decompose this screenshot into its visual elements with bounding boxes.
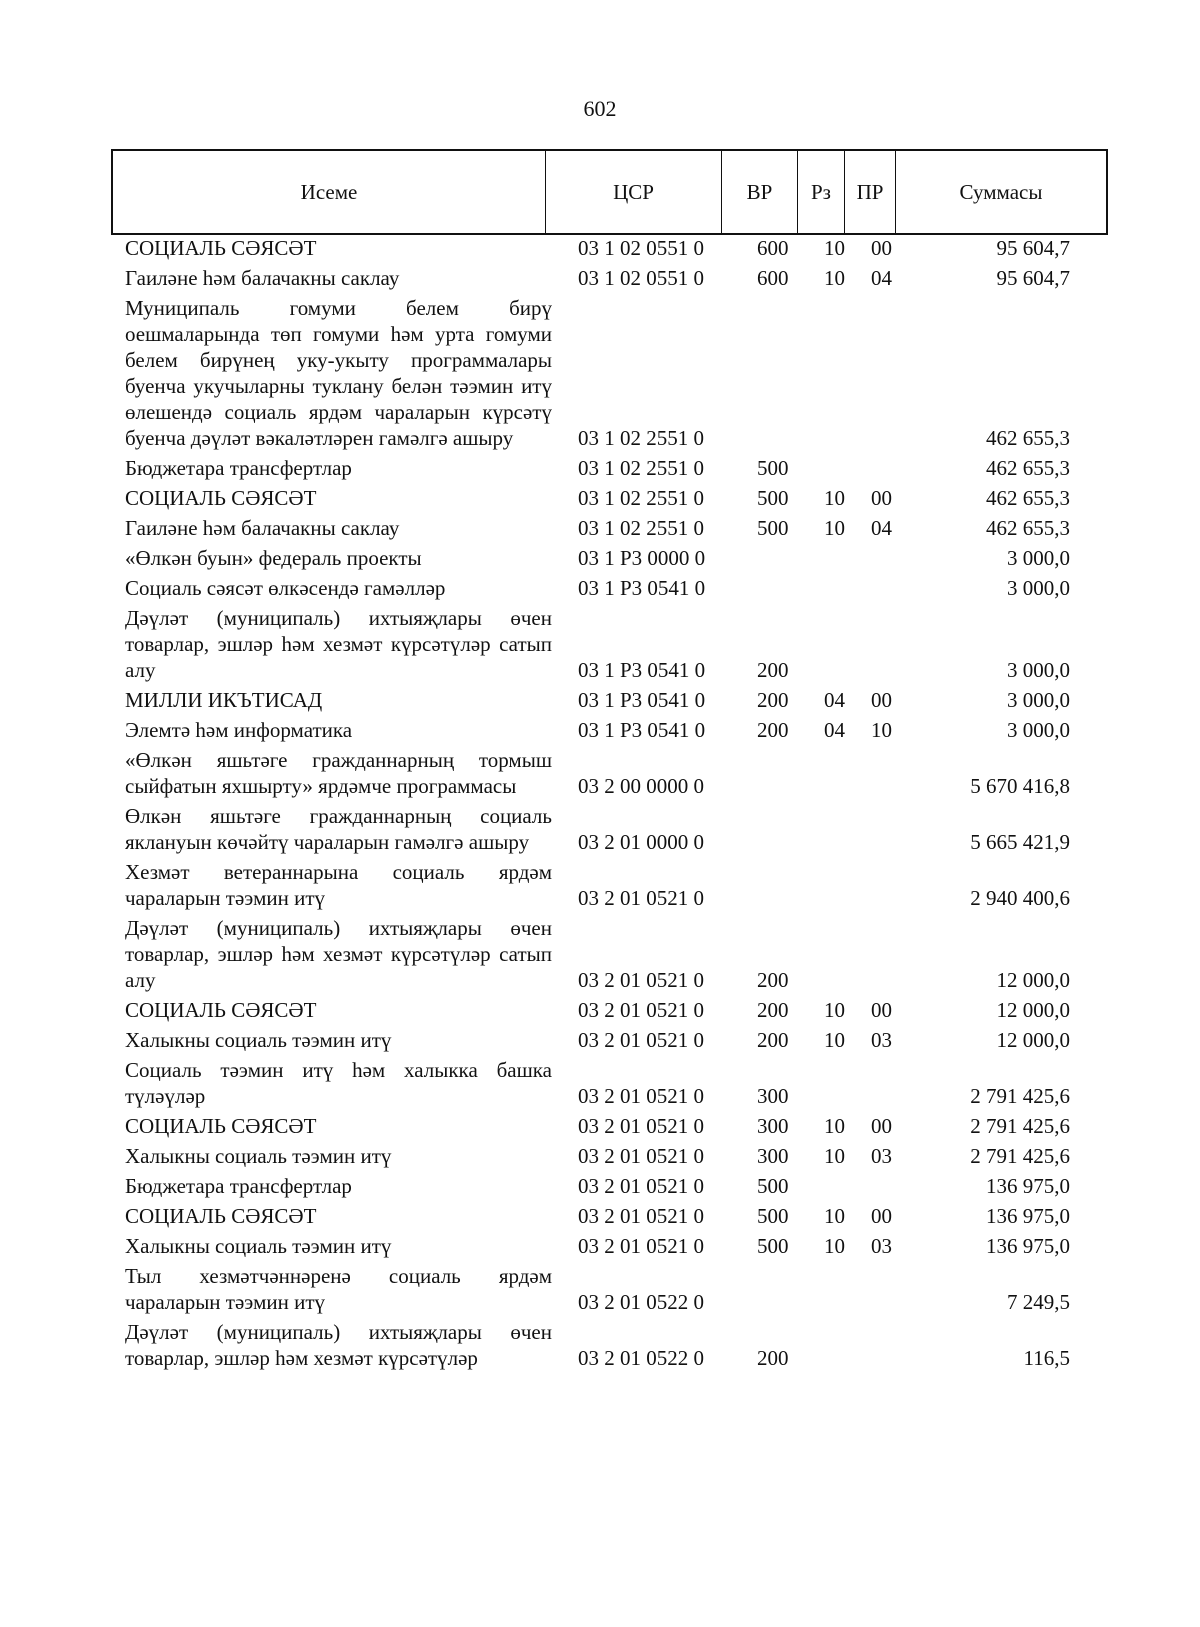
cell-csr: 03 2 01 0000 0	[578, 830, 704, 854]
cell-sum: 3 000,0	[1007, 576, 1070, 600]
header-name: Исеме	[113, 151, 546, 233]
table-row	[111, 1233, 1108, 1259]
table-row	[111, 1057, 1108, 1109]
cell-vr: 500	[757, 456, 789, 480]
table-row	[111, 295, 1108, 451]
table-header	[111, 149, 1108, 235]
cell-pr: 10	[871, 718, 892, 742]
cell-vr: 500	[757, 1204, 789, 1228]
cell-sum: 95 604,7	[996, 236, 1070, 260]
table-row	[111, 575, 1108, 601]
table-row	[111, 1143, 1108, 1169]
cell-sum: 462 655,3	[986, 516, 1070, 540]
table-row	[111, 803, 1108, 855]
cell-vr: 200	[757, 688, 789, 712]
cell-name: Гаиләне һәм балачакны саклау	[125, 516, 400, 540]
cell-csr: 03 2 01 0521 0	[578, 886, 704, 910]
cell-vr: 300	[757, 1144, 789, 1168]
table-row	[111, 1173, 1108, 1199]
table-row	[111, 235, 1108, 261]
cell-csr: 03 2 01 0521 0	[578, 1174, 704, 1198]
cell-rz: 10	[824, 266, 845, 290]
table-row	[111, 859, 1108, 911]
cell-csr: 03 1 02 0551 0	[578, 266, 704, 290]
cell-pr: 03	[871, 1234, 892, 1258]
table-row	[111, 1113, 1108, 1139]
cell-name: Гаиләне һәм балачакны саклау	[125, 266, 400, 290]
cell-sum: 3 000,0	[1007, 718, 1070, 742]
cell-sum: 3 000,0	[1007, 546, 1070, 570]
cell-pr: 03	[871, 1144, 892, 1168]
cell-name: Дәүләт (муниципаль) ихтыяҗлары өчен товарлар, эшләр һәм хезмәт күрсәтүләр	[125, 1320, 552, 1370]
cell-sum: 136 975,0	[986, 1234, 1070, 1258]
table-body	[111, 235, 1108, 1375]
cell-pr: 00	[871, 1114, 892, 1138]
cell-name: Тыл хезмәтчәннәренә социаль ярдәм чараларын тәэмин итү	[125, 1264, 552, 1314]
cell-sum: 7 249,5	[1007, 1290, 1070, 1314]
cell-rz: 10	[824, 1144, 845, 1168]
table-row	[111, 687, 1108, 713]
cell-pr: 04	[871, 516, 892, 540]
cell-pr: 03	[871, 1028, 892, 1052]
header-pr: ПР	[845, 151, 896, 233]
cell-csr: 03 1 02 0551 0	[578, 236, 704, 260]
cell-sum: 462 655,3	[986, 486, 1070, 510]
cell-csr: 03 1 Р3 0541 0	[578, 718, 706, 742]
cell-sum: 3 000,0	[1007, 688, 1070, 712]
cell-rz: 04	[824, 718, 845, 742]
cell-sum: 12 000,0	[996, 1028, 1070, 1052]
cell-vr: 200	[757, 1346, 789, 1370]
table-row	[111, 485, 1108, 511]
cell-rz: 10	[824, 998, 845, 1022]
cell-vr: 500	[757, 516, 789, 540]
cell-sum: 12 000,0	[996, 998, 1070, 1022]
cell-name: СОЦИАЛЬ СӘЯСӘТ	[125, 236, 317, 260]
cell-vr: 600	[757, 236, 789, 260]
cell-pr: 04	[871, 266, 892, 290]
cell-csr: 03 1 Р3 0541 0	[578, 576, 706, 600]
cell-vr: 200	[757, 718, 789, 742]
cell-sum: 5 670 416,8	[970, 774, 1070, 798]
cell-sum: 5 665 421,9	[970, 830, 1070, 854]
table-row	[111, 1203, 1108, 1229]
cell-csr: 03 1 Р3 0541 0	[578, 688, 706, 712]
cell-rz: 10	[824, 1114, 845, 1138]
cell-csr: 03 2 01 0522 0	[578, 1346, 704, 1370]
cell-name: СОЦИАЛЬ СӘЯСӘТ	[125, 1204, 317, 1228]
header-vr: ВР	[722, 151, 798, 233]
cell-vr: 500	[757, 1174, 789, 1198]
cell-sum: 2 791 425,6	[970, 1114, 1070, 1138]
table-row	[111, 915, 1108, 993]
cell-sum: 3 000,0	[1007, 658, 1070, 682]
header-sum: Суммасы	[959, 179, 1043, 204]
cell-pr: 00	[871, 1204, 892, 1228]
cell-rz: 10	[824, 1204, 845, 1228]
cell-name: Хезмәт ветераннарына социаль ярдәм чараларын тәэмин итү	[125, 860, 552, 910]
cell-rz: 10	[824, 236, 845, 260]
cell-vr: 200	[757, 968, 789, 992]
cell-pr: 00	[871, 688, 892, 712]
cell-csr: 03 2 01 0521 0	[578, 968, 704, 992]
cell-csr: 03 1 02 2551 0	[578, 516, 704, 540]
cell-pr: 00	[871, 998, 892, 1022]
cell-sum: 2 791 425,6	[970, 1084, 1070, 1108]
cell-name: Дәүләт (муниципаль) ихтыяҗлары өчен товарлар, эшләр һәм хезмәт күрсәтүләр сатып алу	[125, 606, 552, 682]
cell-vr: 500	[757, 486, 789, 510]
cell-name: МИЛЛИ ИКЪТИСАД	[125, 688, 323, 712]
table-row	[111, 717, 1108, 743]
cell-csr: 03 2 01 0521 0	[578, 1084, 704, 1108]
table-row	[111, 997, 1108, 1023]
cell-name: Социаль сәясәт өлкәсендә гамәлләр	[125, 576, 446, 600]
cell-rz: 04	[824, 688, 845, 712]
cell-name: Өлкән яшьтәге гражданнарның социаль яклануын көчәйтү чараларын гамәлгә ашыру	[125, 804, 552, 854]
cell-sum: 462 655,3	[986, 456, 1070, 480]
cell-sum: 462 655,3	[986, 426, 1070, 450]
cell-vr: 500	[757, 1234, 789, 1258]
cell-name: СОЦИАЛЬ СӘЯСӘТ	[125, 1114, 317, 1138]
cell-csr: 03 1 02 2551 0	[578, 426, 704, 450]
cell-csr: 03 2 01 0521 0	[578, 1028, 704, 1052]
cell-csr: 03 1 Р3 0000 0	[578, 546, 706, 570]
cell-name: Дәүләт (муниципаль) ихтыяҗлары өчен товарлар, эшләр һәм хезмәт күрсәтүләр сатып алу	[125, 916, 552, 992]
cell-name: Муниципаль гомуми белем бирү оешмаларында төп гомуми һәм урта гомуми белем бирүнең уку-укыту программалары буенча укучыларны туклану белән тәэмин итү өлешендә социаль ярдәм чараларын күрсәтү буенча дәүләт вәкаләтләрен гамәлгә ашыру	[125, 296, 552, 450]
cell-vr: 200	[757, 1028, 789, 1052]
cell-name: СОЦИАЛЬ СӘЯСӘТ	[125, 486, 317, 510]
cell-csr: 03 2 01 0521 0	[578, 1114, 704, 1138]
cell-name: Бюджетара трансфертлар	[125, 1174, 352, 1198]
cell-name: «Өлкән буын» федераль проекты	[125, 546, 422, 570]
cell-pr: 00	[871, 486, 892, 510]
cell-csr: 03 2 01 0521 0	[578, 1234, 704, 1258]
cell-name: Бюджетара трансфертлар	[125, 456, 352, 480]
table-row	[111, 605, 1108, 683]
table-row	[111, 747, 1108, 799]
table-row	[111, 1027, 1108, 1053]
cell-csr: 03 2 01 0521 0	[578, 1144, 704, 1168]
cell-csr: 03 2 00 0000 0	[578, 774, 704, 798]
cell-vr: 600	[757, 266, 789, 290]
table-row	[111, 455, 1108, 481]
cell-name: Элемтә һәм информатика	[125, 718, 353, 742]
cell-name: Халыкны социаль тәэмин итү	[125, 1028, 392, 1052]
cell-rz: 10	[824, 486, 845, 510]
cell-csr: 03 1 02 2551 0	[578, 456, 704, 480]
table-row	[111, 515, 1108, 541]
cell-name: «Өлкән яшьтәге гражданнарның тормыш сыйфатын яхшырту» ярдәмче программасы	[125, 748, 552, 798]
cell-sum: 136 975,0	[986, 1174, 1070, 1198]
header-rz: Рз	[798, 151, 845, 233]
cell-csr: 03 2 01 0522 0	[578, 1290, 704, 1314]
cell-csr: 03 1 Р3 0541 0	[578, 658, 706, 682]
cell-vr: 200	[757, 658, 789, 682]
cell-sum: 95 604,7	[996, 266, 1070, 290]
cell-csr: 03 2 01 0521 0	[578, 998, 704, 1022]
header-csr: ЦСР	[546, 151, 722, 233]
cell-rz: 10	[824, 516, 845, 540]
cell-vr: 300	[757, 1114, 789, 1138]
cell-sum: 2 940 400,6	[970, 886, 1070, 910]
cell-csr: 03 2 01 0521 0	[578, 1204, 704, 1228]
cell-csr: 03 1 02 2551 0	[578, 486, 704, 510]
cell-sum: 2 791 425,6	[970, 1144, 1070, 1168]
cell-name: Халыкны социаль тәэмин итү	[125, 1234, 392, 1258]
cell-pr: 00	[871, 236, 892, 260]
page-number: 602	[583, 96, 617, 121]
cell-name: Социаль тәэмин итү һәм халыкка башка түләүләр	[125, 1058, 552, 1108]
table-row	[111, 545, 1108, 571]
table-row	[111, 1263, 1108, 1315]
cell-sum: 136 975,0	[986, 1204, 1070, 1228]
cell-rz: 10	[824, 1028, 845, 1052]
cell-rz: 10	[824, 1234, 845, 1258]
cell-name: Халыкны социаль тәэмин итү	[125, 1144, 392, 1168]
cell-vr: 300	[757, 1084, 789, 1108]
cell-sum: 116,5	[1023, 1346, 1070, 1370]
cell-sum: 12 000,0	[996, 968, 1070, 992]
cell-name: СОЦИАЛЬ СӘЯСӘТ	[125, 998, 317, 1022]
table-row	[111, 1319, 1108, 1371]
cell-vr: 200	[757, 998, 789, 1022]
table-row	[111, 265, 1108, 291]
